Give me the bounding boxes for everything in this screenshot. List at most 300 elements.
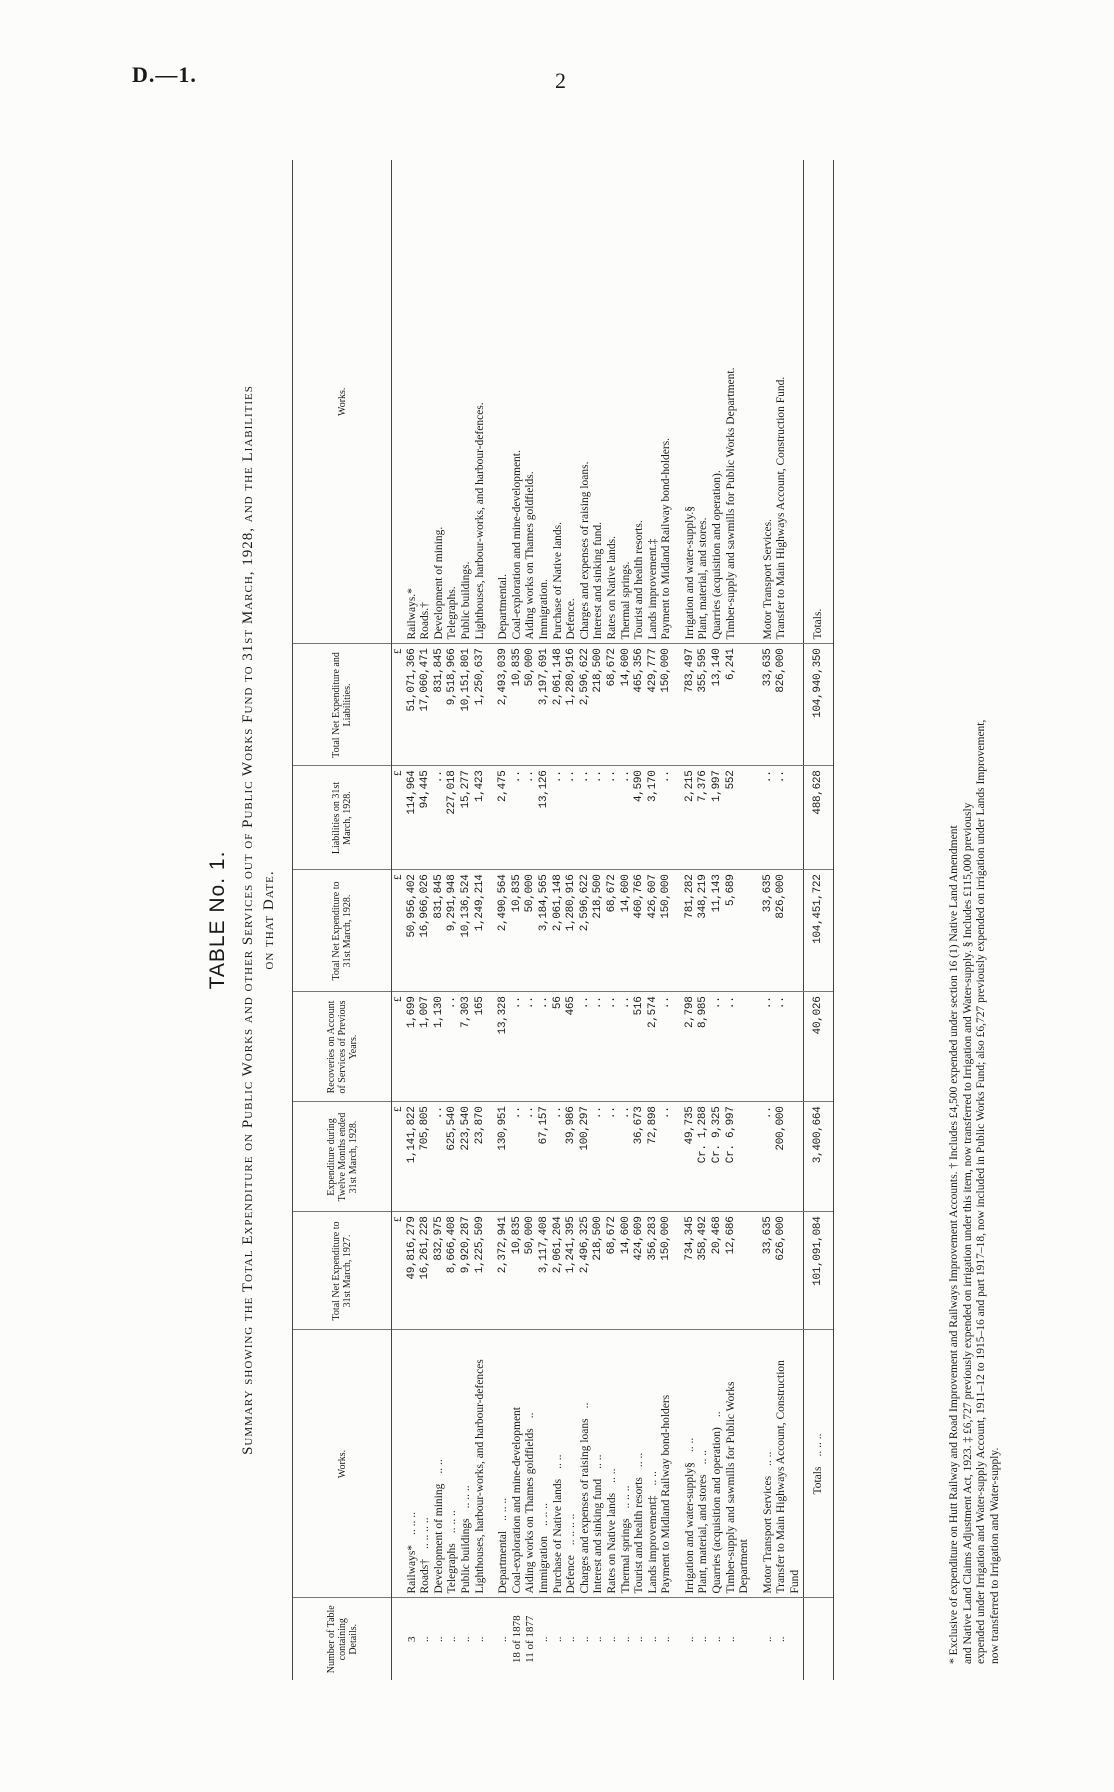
works-cell <box>446 1330 460 1598</box>
table-row <box>660 160 674 1680</box>
total-cell: 2,061,148 <box>552 644 566 766</box>
recoveries-cell: .. <box>711 992 725 1102</box>
works-label: Tourist and health resorts <box>633 1477 646 1594</box>
liabilities-cell: 2,475 <box>497 766 511 870</box>
works-right-cell: Motor Transport Services. <box>762 160 776 644</box>
expenditure-year-cell: Cr. 9,325 <box>711 1102 725 1212</box>
works-right-cell: Charges and expenses of raising loans. <box>579 160 593 644</box>
expenditure-1928-cell: 16,966,026 <box>419 870 433 992</box>
expenditure-1927-cell: 218,500 <box>592 1212 606 1330</box>
leader-dots: .. .. <box>761 1451 774 1466</box>
works-cell <box>460 1330 474 1598</box>
recoveries-cell: .. <box>620 992 634 1102</box>
table-row <box>524 160 538 1680</box>
liabilities-cell: 488,628 <box>803 766 834 870</box>
header-expenditure-1927: Total Net Expenditure to 31st March, 1927. <box>293 1212 392 1330</box>
expenditure-year-cell: 200,000 <box>775 1102 803 1212</box>
liabilities-cell: 15,277 <box>460 766 474 870</box>
recoveries-cell: .. <box>725 992 752 1102</box>
works-right-cell: Roads.† <box>419 160 433 644</box>
recoveries-cell: 56 <box>552 992 566 1102</box>
footnote-line: now transferred to Irrigation and Water-supply. <box>988 1447 1001 1664</box>
expenditure-1927-cell: 832,975 <box>433 1212 447 1330</box>
document-code: D.—1. <box>132 62 197 87</box>
works-cell <box>524 1330 538 1598</box>
table-number-cell: .. <box>446 1636 459 1642</box>
row-spacer <box>674 160 684 1680</box>
recoveries-cell: .. <box>446 992 460 1102</box>
works-label: Thermal springs <box>619 1518 632 1594</box>
expenditure-year-cell: 49,735 <box>684 1102 698 1212</box>
expenditure-1928-cell: 348,219 <box>697 870 711 992</box>
leader-dots: .. .. .. <box>537 1503 550 1526</box>
expenditure-1927-cell: 1,241,395 <box>565 1212 579 1330</box>
leader-dots: .. .. <box>697 1450 710 1465</box>
expenditure-1927-cell: 14,600 <box>620 1212 634 1330</box>
works-label: Aiding works on Thames goldfields <box>524 1428 537 1594</box>
liabilities-cell: .. <box>775 766 803 870</box>
recoveries-cell: 516 <box>633 992 647 1102</box>
table-row <box>406 160 420 1680</box>
works-label: Immigration <box>537 1536 550 1594</box>
recoveries-cell: .. <box>538 992 552 1102</box>
total-cell: 10,151,801 <box>460 644 474 766</box>
header-expenditure-year: Expenditure during Twelve Months ended 31st March, 1928. <box>293 1102 392 1212</box>
footnote-line: expended under Irrigation and Water-supply Account, 1911–12 to 1915–16 and part 1917–18, now included in Public Works Fund; also £6,727 previously expended on irrigation under Lands Improvement, <box>975 719 987 1664</box>
table-row <box>725 160 752 1680</box>
expenditure-1928-cell: 218,500 <box>592 870 606 992</box>
expenditure-1927-cell: 150,000 <box>660 1212 674 1330</box>
leader-dots: .. .. .. <box>497 1497 510 1521</box>
expenditure-1928-cell: 781,282 <box>684 870 698 992</box>
expenditure-year-cell: Cr. 1,288 <box>697 1102 711 1212</box>
liabilities-cell: .. <box>620 766 634 870</box>
expenditure-1927-cell: 101,091,084 <box>803 1212 834 1330</box>
footnote-line: * Exclusive of expenditure on Hutt Railway and Road Improvement and Railways Improvement Accounts. † Includes £4,500 expended under section 16 (1) Native Land Amendment <box>948 825 960 1664</box>
pound-sign: £ <box>392 644 406 766</box>
liabilities-cell: 4,590 <box>633 766 647 870</box>
works-right-cell: Lands improvement.‡ <box>647 160 661 644</box>
expenditure-1927-cell: 10,835 <box>511 1212 525 1330</box>
total-cell: 68,672 <box>606 644 620 766</box>
table-number-cell: 18 of 1878 <box>510 1615 523 1664</box>
table-row <box>446 160 460 1680</box>
recoveries-cell: 165 <box>474 992 488 1102</box>
expenditure-year-cell: .. <box>433 1102 447 1212</box>
leader-dots: .. .. .. <box>446 1510 459 1534</box>
works-label: Payment to Midland Railway bond-holders <box>660 1394 673 1594</box>
table-row <box>647 160 661 1680</box>
works-right-cell: Departmental. <box>497 160 511 644</box>
total-cell: 13,140 <box>711 644 725 766</box>
total-cell: 218,500 <box>592 644 606 766</box>
liabilities-cell: .. <box>762 766 776 870</box>
works-right-cell: Irrigation and water-supply.§ <box>684 160 698 644</box>
total-cell: 6,241 <box>725 644 752 766</box>
recoveries-cell: .. <box>511 992 525 1102</box>
table-row <box>684 160 698 1680</box>
works-label: Interest and sinking fund <box>592 1478 605 1594</box>
leader-dots: .. .. <box>551 1454 564 1469</box>
recoveries-cell: 2,798 <box>684 992 698 1102</box>
expenditure-1927-cell: 2,496,325 <box>579 1212 593 1330</box>
works-right-cell: Railways.* <box>406 160 420 644</box>
total-cell: 10,835 <box>511 644 525 766</box>
expenditure-1928-cell: 14,600 <box>620 870 634 992</box>
table-number-cell: .. <box>497 1636 510 1642</box>
leader-dots: .. <box>711 1411 724 1418</box>
works-cell <box>660 1330 674 1598</box>
table-body <box>392 160 834 1680</box>
works-label: Plant, material, and stores <box>697 1474 710 1594</box>
works-right-cell: Immigration. <box>538 160 552 644</box>
table-row <box>511 160 525 1680</box>
works-label: Defence <box>565 1555 578 1594</box>
works-label: Public buildings <box>459 1518 472 1594</box>
expenditure-1928-cell: 3,184,565 <box>538 870 552 992</box>
leader-dots: .. <box>578 1402 591 1409</box>
expenditure-1927-cell: 1,225,509 <box>474 1212 488 1330</box>
works-cell <box>419 1330 433 1598</box>
liabilities-cell: 1,423 <box>474 766 488 870</box>
expenditure-1927-cell: 734,345 <box>684 1212 698 1330</box>
works-right-cell: Timber-supply and sawmills for Public Works Department. <box>725 160 752 644</box>
liabilities-cell: .. <box>552 766 566 870</box>
rotated-table-page <box>200 140 1060 1700</box>
expenditure-1928-cell: 1,280,916 <box>565 870 579 992</box>
leader-dots: .. .. .. <box>405 1511 418 1535</box>
expenditure-1927-cell: 626,000 <box>775 1212 803 1330</box>
table-number-cell <box>803 1598 834 1680</box>
total-cell: 1,250,637 <box>474 644 488 766</box>
liabilities-cell: .. <box>524 766 538 870</box>
expenditure-1927-cell: 3,117,408 <box>538 1212 552 1330</box>
expenditure-year-cell: 705,805 <box>419 1102 433 1212</box>
works-right-cell: Defence. <box>565 160 579 644</box>
header-works: Works. <box>293 1330 392 1598</box>
works-label: Motor Transport Services <box>761 1475 774 1594</box>
works-label: Transfer to Main Highways Account, Construction Fund <box>775 1360 802 1594</box>
table-row <box>433 160 447 1680</box>
leader-dots: .. .. .. <box>811 1433 824 1457</box>
expenditure-year-cell: 223,540 <box>460 1102 474 1212</box>
works-cell <box>762 1330 776 1598</box>
pound-sign-row <box>392 160 406 1680</box>
expenditure-1928-cell: 5,689 <box>725 870 752 992</box>
expenditure-1928-cell: 2,596,622 <box>579 870 593 992</box>
table-number-cell: .. <box>578 1636 591 1642</box>
table-row <box>633 160 647 1680</box>
expenditure-1928-cell: 11,143 <box>711 870 725 992</box>
total-cell: 1,280,916 <box>565 644 579 766</box>
works-cell <box>606 1330 620 1598</box>
total-cell: 51,071,366 <box>406 644 420 766</box>
works-cell <box>406 1330 420 1598</box>
table-number-cell: .. <box>459 1636 472 1642</box>
expenditure-year-cell: .. <box>552 1102 566 1212</box>
leader-dots: .. .. <box>683 1437 696 1453</box>
expenditure-year-cell: 23,870 <box>474 1102 488 1212</box>
leader-dots: .. .. <box>592 1454 605 1469</box>
footnote-line: and Native Land Claims Adjustment Act, 1923. ‡ £6,727 previously expended on irrigation under this item, now transferred to Irrigation and Water-supply. § Includes £115,000 previously <box>961 802 974 1664</box>
expenditure-year-cell: .. <box>762 1102 776 1212</box>
expenditure-1928-cell: 104,451,722 <box>803 870 834 992</box>
works-label: Charges and expenses of raising loans <box>578 1418 591 1594</box>
expenditure-1928-cell: 33,635 <box>762 870 776 992</box>
expenditure-1928-cell: 50,000 <box>524 870 538 992</box>
expenditure-year-cell: .. <box>660 1102 674 1212</box>
expenditure-year-cell: .. <box>524 1102 538 1212</box>
table-number-cell: .. <box>761 1636 774 1642</box>
works-right-cell: Tourist and health resorts. <box>633 160 647 644</box>
total-cell: 2,493,039 <box>497 644 511 766</box>
table-number-cell: .. <box>473 1636 486 1642</box>
table-row <box>565 160 579 1680</box>
header-works-right: Works. <box>293 160 392 644</box>
expenditure-year-cell: Cr. 6,997 <box>725 1102 752 1212</box>
works-right-cell: Plant, material, and stores. <box>697 160 711 644</box>
recoveries-cell: 1,130 <box>433 992 447 1102</box>
expenditure-1928-cell: 10,136,524 <box>460 870 474 992</box>
works-right-cell: Thermal springs. <box>620 160 634 644</box>
liabilities-cell: 552 <box>725 766 752 870</box>
expenditure-1927-cell: 358,492 <box>697 1212 711 1330</box>
liabilities-cell: .. <box>565 766 579 870</box>
table-title: TABLE No. 1. <box>206 850 229 990</box>
works-label: Rates on Native lands <box>605 1492 618 1594</box>
liabilities-cell: 227,018 <box>446 766 460 870</box>
leader-dots: .. .. <box>633 1452 646 1468</box>
recoveries-cell: 40,026 <box>803 992 834 1102</box>
liabilities-cell: 2,215 <box>684 766 698 870</box>
leader-dots: .. .. .. <box>619 1485 632 1509</box>
total-cell: 17,060,471 <box>419 644 433 766</box>
recoveries-cell: .. <box>579 992 593 1102</box>
expenditure-year-cell: 3,400,664 <box>803 1102 834 1212</box>
expenditure-table <box>292 160 834 1680</box>
liabilities-cell: .. <box>606 766 620 870</box>
table-row <box>775 160 803 1680</box>
works-right-cell: Development of mining. <box>433 160 447 644</box>
expenditure-year-cell: .. <box>606 1102 620 1212</box>
works-cell <box>511 1330 525 1598</box>
pound-sign: £ <box>392 766 406 870</box>
total-cell: 150,000 <box>660 644 674 766</box>
liabilities-cell: .. <box>579 766 593 870</box>
row-spacer <box>487 160 497 1680</box>
expenditure-1928-cell: 426,607 <box>647 870 661 992</box>
works-cell <box>565 1330 579 1598</box>
expenditure-1928-cell: 10,835 <box>511 870 525 992</box>
leader-dots: .. .. <box>605 1468 618 1483</box>
recoveries-cell: 1,699 <box>406 992 420 1102</box>
liabilities-cell: 13,126 <box>538 766 552 870</box>
expenditure-1927-cell: 2,061,204 <box>552 1212 566 1330</box>
total-cell: 355,595 <box>697 644 711 766</box>
total-cell: 9,518,966 <box>446 644 460 766</box>
header-table-number: Number of Table containing Details. <box>293 1598 392 1680</box>
expenditure-year-cell: 625,540 <box>446 1102 460 1212</box>
expenditure-year-cell: 72,898 <box>647 1102 661 1212</box>
recoveries-cell: .. <box>762 992 776 1102</box>
liabilities-cell: 114,964 <box>406 766 420 870</box>
total-cell: 3,197,691 <box>538 644 552 766</box>
works-cell <box>497 1330 511 1598</box>
works-cell <box>684 1330 698 1598</box>
pound-sign: £ <box>392 870 406 992</box>
total-cell: 465,356 <box>633 644 647 766</box>
recoveries-cell: 1,007 <box>419 992 433 1102</box>
works-label: Lands improvement‡ <box>646 1495 659 1594</box>
expenditure-1927-cell: 20,468 <box>711 1212 725 1330</box>
expenditure-year-cell: .. <box>511 1102 525 1212</box>
works-cell <box>474 1330 488 1598</box>
works-label: Telegraphs <box>446 1543 459 1594</box>
expenditure-year-cell: 39,986 <box>565 1102 579 1212</box>
works-right-cell: Coal-exploration and mine-development. <box>511 160 525 644</box>
header-total: Total Net Expenditure and Liabilities. <box>293 644 392 766</box>
table-number-cell: .. <box>633 1636 646 1642</box>
expenditure-1927-cell: 12,686 <box>725 1212 752 1330</box>
total-cell: 33,635 <box>762 644 776 766</box>
pound-sign: £ <box>392 992 406 1102</box>
works-label: Railways* <box>405 1544 418 1594</box>
leader-dots: .. .. .. .. <box>419 1517 432 1549</box>
works-label: Development of mining <box>432 1483 445 1594</box>
header-recoveries: Recoveries on Account of Services of Previous Years. <box>293 992 392 1102</box>
works-cell <box>538 1330 552 1598</box>
recoveries-cell: .. <box>660 992 674 1102</box>
table-row <box>762 160 776 1680</box>
pound-sign: £ <box>392 1102 406 1212</box>
works-right-cell: Aiding works on Thames goldfields. <box>524 160 538 644</box>
expenditure-1928-cell: 150,000 <box>660 870 674 992</box>
expenditure-year-cell: 100,297 <box>579 1102 593 1212</box>
expenditure-1927-cell: 9,920,287 <box>460 1212 474 1330</box>
expenditure-1928-cell: 9,291,948 <box>446 870 460 992</box>
recoveries-cell: .. <box>775 992 803 1102</box>
table-row <box>460 160 474 1680</box>
table-number-cell: .. <box>432 1636 445 1642</box>
liabilities-cell: 3,170 <box>647 766 661 870</box>
header-row <box>293 160 392 1680</box>
recoveries-cell: .. <box>592 992 606 1102</box>
table-row <box>592 160 606 1680</box>
total-cell: 783,497 <box>684 644 698 766</box>
leader-dots: .. .. .. .. <box>565 1513 578 1546</box>
liabilities-cell: 94,445 <box>419 766 433 870</box>
works-label: Purchase of Native lands <box>551 1478 564 1594</box>
works-label: Irrigation and water-supply§ <box>683 1462 696 1594</box>
works-cell <box>633 1330 647 1598</box>
recoveries-cell: 13,328 <box>497 992 511 1102</box>
expenditure-1928-cell: 68,672 <box>606 870 620 992</box>
table-number-cell: .. <box>697 1636 710 1642</box>
works-label: Departmental <box>497 1530 510 1594</box>
table-number-cell: .. <box>711 1636 724 1642</box>
table-number-cell: .. <box>551 1636 564 1642</box>
liabilities-cell: .. <box>433 766 447 870</box>
recoveries-cell: .. <box>606 992 620 1102</box>
expenditure-year-cell: 36,673 <box>633 1102 647 1212</box>
expenditure-1927-cell: 356,283 <box>647 1212 661 1330</box>
works-label: Quarries (acquisition and operation) <box>711 1427 724 1594</box>
works-cell <box>552 1330 566 1598</box>
works-right-cell: Totals. <box>803 160 834 644</box>
liabilities-cell: .. <box>511 766 525 870</box>
recoveries-cell: 2,574 <box>647 992 661 1102</box>
works-right-cell: Rates on Native lands. <box>606 160 620 644</box>
expenditure-1927-cell: 424,609 <box>633 1212 647 1330</box>
table-number-cell: .. <box>605 1636 618 1642</box>
total-cell: 2,596,622 <box>579 644 593 766</box>
header-expenditure-1928: Total Net Expenditure to 31st March, 1928. <box>293 870 392 992</box>
leader-dots: .. .. <box>432 1459 445 1474</box>
expenditure-1927-cell: 16,261,228 <box>419 1212 433 1330</box>
expenditure-1927-cell: 2,372,941 <box>497 1212 511 1330</box>
table-row <box>538 160 552 1680</box>
table-number-cell: .. <box>537 1636 550 1642</box>
table-number-cell: .. <box>660 1636 673 1642</box>
works-cell <box>725 1330 752 1598</box>
expenditure-year-cell: 1,141,822 <box>406 1102 420 1212</box>
works-cell <box>697 1330 711 1598</box>
table-row <box>497 160 511 1680</box>
works-cell <box>592 1330 606 1598</box>
works-cell <box>647 1330 661 1598</box>
works-right-cell: Transfer to Main Highways Account, Construction Fund. <box>775 160 803 644</box>
total-cell: 826,000 <box>775 644 803 766</box>
liabilities-cell: .. <box>660 766 674 870</box>
works-right-cell: Interest and sinking fund. <box>592 160 606 644</box>
page-number: 2 <box>555 68 566 93</box>
recoveries-cell: 465 <box>565 992 579 1102</box>
pound-sign: £ <box>392 1212 406 1330</box>
table-subtitle-continued: on that Date. <box>261 870 277 970</box>
table-number-cell: .. <box>619 1636 632 1642</box>
table-subtitle: Summary showing the Total Expenditure on Public Works and other Services out of Public Works Fund to 31st March, 1928, and the Liabilities <box>240 385 256 1455</box>
expenditure-year-cell: 67,157 <box>538 1102 552 1212</box>
liabilities-cell: .. <box>592 766 606 870</box>
expenditure-1927-cell: 49,816,279 <box>406 1212 420 1330</box>
expenditure-1927-cell: 50,000 <box>524 1212 538 1330</box>
table-row <box>419 160 433 1680</box>
works-cell <box>803 1330 834 1598</box>
works-right-cell: Telegraphs. <box>446 160 460 644</box>
expenditure-1928-cell: 50,956,402 <box>406 870 420 992</box>
table-number-cell: .. <box>724 1636 737 1642</box>
total-cell: 429,777 <box>647 644 661 766</box>
expenditure-1928-cell: 1,249,214 <box>474 870 488 992</box>
leader-dots: .. .. <box>646 1471 659 1486</box>
total-cell: 104,940,350 <box>803 644 834 766</box>
liabilities-cell: 7,376 <box>697 766 711 870</box>
recoveries-cell: 8,985 <box>697 992 711 1102</box>
header-liabilities: Liabilities on 31st March, 1928. <box>293 766 392 870</box>
expenditure-1927-cell: 68,672 <box>606 1212 620 1330</box>
expenditure-1928-cell: 826,000 <box>775 870 803 992</box>
expenditure-1927-cell: 33,635 <box>762 1212 776 1330</box>
works-label: Timber-supply and sawmills for Public Works Department <box>724 1381 751 1594</box>
works-right-cell: Payment to Midland Railway bond-holders. <box>660 160 674 644</box>
expenditure-1927-cell: 8,666,408 <box>446 1212 460 1330</box>
works-right-cell: Public buildings. <box>460 160 474 644</box>
table-number-cell: .. <box>775 1636 788 1642</box>
works-label: Coal-exploration and mine-development <box>510 1407 523 1594</box>
table-row <box>606 160 620 1680</box>
recoveries-cell: 7,303 <box>460 992 474 1102</box>
table-row <box>552 160 566 1680</box>
